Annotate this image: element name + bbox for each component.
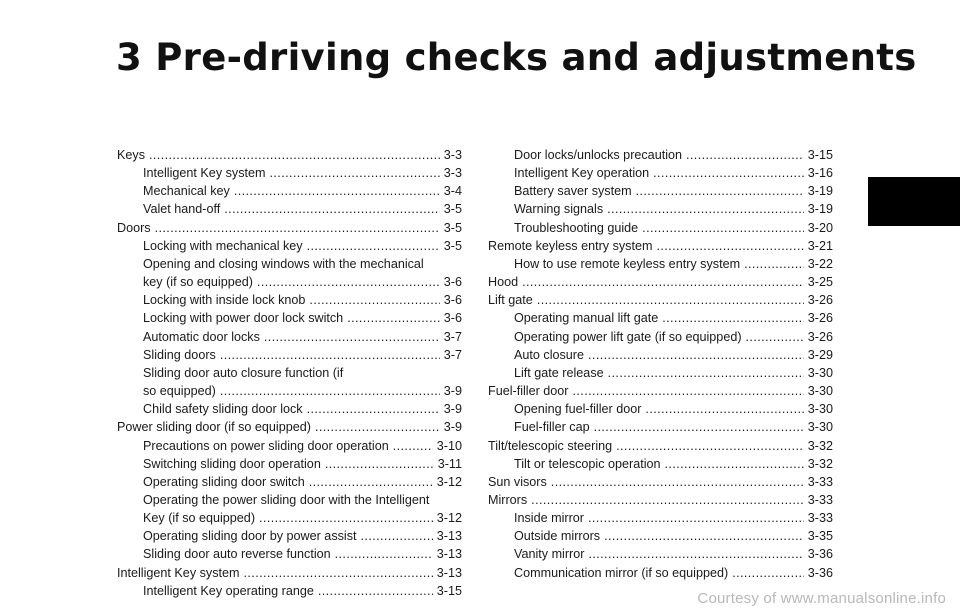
- toc-page-number: 3-26: [807, 311, 833, 326]
- toc-entry[interactable]: [488, 509, 833, 527]
- toc-entry[interactable]: [117, 328, 462, 346]
- toc-page-number: 3-10: [436, 438, 462, 453]
- toc-entry[interactable]: [117, 564, 462, 582]
- toc-dot-leader: [224, 200, 440, 218]
- toc-entry-label: Child safety sliding door lock: [143, 402, 303, 417]
- toc-dot-leader: [645, 400, 803, 418]
- toc-entry[interactable]: [488, 346, 833, 364]
- toc-dot-leader: [393, 437, 433, 455]
- toc-entry[interactable]: [488, 437, 833, 455]
- toc-entry[interactable]: [488, 291, 833, 309]
- toc-entry[interactable]: [488, 545, 833, 563]
- toc-right-column: [488, 146, 833, 582]
- toc-page-number: 3-13: [436, 547, 462, 562]
- toc-entry-label: Sliding door auto reverse function: [143, 547, 331, 562]
- toc-entry[interactable]: [117, 582, 462, 600]
- toc-dot-leader: [551, 473, 804, 491]
- toc-dot-leader: [307, 400, 440, 418]
- toc-entry[interactable]: [117, 237, 462, 255]
- toc-entry-label: Sun visors: [488, 474, 547, 489]
- toc-dot-leader: [309, 291, 439, 309]
- toc-page-number: 3-6: [443, 275, 462, 290]
- toc-dot-leader: [746, 328, 804, 346]
- toc-entry[interactable]: [117, 455, 462, 473]
- toc-dot-leader: [537, 291, 804, 309]
- toc-entry-label: Warning signals: [514, 202, 604, 217]
- toc-dot-leader: [732, 564, 804, 582]
- toc-page-number: 3-26: [807, 293, 833, 308]
- toc-entry[interactable]: [488, 400, 833, 418]
- toc-entry-label: Hood: [488, 275, 519, 290]
- toc-entry-label: Sliding doors: [143, 347, 216, 362]
- toc-page-number: 3-11: [437, 456, 462, 471]
- toc-dot-leader: [325, 455, 434, 473]
- toc-dot-leader: [662, 309, 804, 327]
- toc-dot-leader: [588, 346, 804, 364]
- toc-entry[interactable]: [488, 328, 833, 346]
- toc-dot-leader: [642, 219, 804, 237]
- toc-entry[interactable]: [488, 364, 833, 382]
- toc-dot-leader: [264, 328, 440, 346]
- toc-entry-label: Troubleshooting guide: [514, 220, 639, 235]
- toc-page-number: 3-15: [436, 583, 462, 598]
- toc-entry-label: Mechanical key: [143, 184, 230, 199]
- toc-entry[interactable]: [488, 273, 833, 291]
- toc-page-number: 3-4: [443, 184, 462, 199]
- toc-entry-label: Keys: [117, 148, 145, 162]
- toc-dot-leader: [616, 437, 804, 455]
- chapter-title: 3 Pre-driving checks and adjustments: [116, 36, 917, 79]
- toc-dot-leader: [155, 219, 440, 237]
- toc-page-number: 3-3: [443, 166, 462, 181]
- toc-entry[interactable]: [117, 437, 462, 455]
- toc-entry-label: Locking with power door lock switch: [143, 311, 344, 326]
- toc-dot-leader: [604, 527, 804, 545]
- toc-entry-label: Tilt/telescopic steering: [488, 438, 613, 453]
- toc-page-number: 3-32: [807, 438, 833, 453]
- toc-entry-label: key (if so equipped): [143, 275, 253, 290]
- toc-page-number: 3-6: [443, 311, 462, 326]
- toc-dot-leader: [257, 273, 440, 291]
- toc-entry-label: Operating power lift gate (if so equipped): [514, 329, 742, 344]
- toc-page-number: 3-13: [436, 529, 462, 544]
- toc-dot-leader: [335, 545, 433, 563]
- toc-entry[interactable]: [488, 527, 833, 545]
- toc-entry-label: so equipped): [143, 384, 216, 399]
- toc-page-number: 3-30: [807, 402, 833, 417]
- toc-entry[interactable]: [117, 346, 462, 364]
- toc-page-number: 3-26: [807, 329, 833, 344]
- toc-entry[interactable]: [488, 564, 833, 582]
- toc-entry-label: Door locks/unlocks precaution: [514, 148, 682, 162]
- toc-page-number: 3-7: [443, 347, 462, 362]
- toc-page-number: 3-5: [443, 220, 462, 235]
- toc-page-number: 3-3: [443, 148, 462, 162]
- toc-entry[interactable]: [488, 182, 833, 200]
- toc-page-number: 3-19: [807, 202, 833, 217]
- toc-page-number: 3-35: [807, 529, 833, 544]
- toc-dot-leader: [244, 564, 433, 582]
- toc-dot-leader: [653, 164, 804, 182]
- toc-entry[interactable]: [488, 146, 833, 164]
- toc-entry-label: Inside mirror: [514, 511, 584, 526]
- toc-dot-leader: [522, 273, 804, 291]
- toc-page-number: 3-30: [807, 420, 833, 435]
- toc-entry-label-line1: Sliding door auto closure function (if: [143, 365, 344, 380]
- toc-dot-leader: [608, 364, 804, 382]
- toc-entry-label-line1: Operating the power sliding door with the Intelligent: [143, 492, 430, 507]
- toc-dot-leader: [220, 346, 440, 364]
- toc-dot-leader: [307, 237, 440, 255]
- toc-page-number: 3-9: [443, 402, 462, 417]
- toc-page-number: 3-33: [807, 511, 833, 526]
- toc-dot-leader: [259, 509, 433, 527]
- toc-entry[interactable]: [117, 400, 462, 418]
- toc-entry-label: Valet hand-off: [143, 202, 221, 217]
- toc-page-number: 3-21: [807, 238, 833, 253]
- toc-entry[interactable]: [488, 164, 833, 182]
- toc-entry-label: Mirrors: [488, 492, 528, 507]
- toc-dot-leader: [573, 382, 804, 400]
- toc-entry[interactable]: [117, 527, 462, 545]
- toc-entry-label: Remote keyless entry system: [488, 238, 653, 253]
- toc-entry-label: Operating manual lift gate: [514, 311, 659, 326]
- toc-dot-leader: [309, 473, 433, 491]
- toc-entry[interactable]: [488, 255, 833, 273]
- toc-dot-leader: [531, 491, 804, 509]
- toc-entry-label: Battery saver system: [514, 184, 632, 199]
- toc-page-number: 3-6: [443, 293, 462, 308]
- toc-page-number: 3-36: [807, 565, 833, 580]
- toc-page-number: 3-30: [807, 384, 833, 399]
- toc-page-number: 3-30: [807, 365, 833, 380]
- toc-dot-leader: [686, 146, 804, 164]
- toc-entry[interactable]: [117, 291, 462, 309]
- footer-watermark: Courtesy of www.manualsonline.info: [697, 590, 946, 607]
- toc-entry-label: Communication mirror (if so equipped): [514, 565, 729, 580]
- toc-entry-label: Locking with inside lock knob: [143, 293, 306, 308]
- toc-page-number: 3-19: [807, 184, 833, 199]
- toc-entry[interactable]: [117, 219, 462, 237]
- toc-dot-leader: [347, 309, 440, 327]
- toc-entry-label: Intelligent Key operation: [514, 166, 650, 181]
- toc-page-number: 3-7: [443, 329, 462, 344]
- toc-dot-leader: [588, 545, 803, 563]
- toc-page-number: 3-5: [443, 238, 462, 253]
- toc-dot-leader: [744, 255, 804, 273]
- toc-page-number: 3-5: [443, 202, 462, 217]
- toc-entry[interactable]: [488, 237, 833, 255]
- toc-entry[interactable]: [117, 545, 462, 563]
- toc-entry[interactable]: [488, 382, 833, 400]
- toc-entry-label: Intelligent Key system: [143, 166, 266, 181]
- toc-entry[interactable]: [117, 255, 462, 291]
- toc-page-number: 3-36: [807, 547, 833, 562]
- toc-page-number: 3-22: [807, 256, 833, 271]
- toc-dot-leader: [361, 527, 433, 545]
- toc-page-number: 3-33: [807, 474, 833, 489]
- toc-entry-label: Switching sliding door operation: [143, 456, 321, 471]
- toc-dot-leader: [318, 582, 433, 600]
- toc-page-number: 3-25: [807, 275, 833, 290]
- toc-page-number: 3-20: [807, 220, 833, 235]
- toc-page-number: 3-9: [443, 420, 462, 435]
- toc-entry[interactable]: [117, 182, 462, 200]
- toc-page-number: 3-32: [807, 456, 833, 471]
- toc-entry-label-line1: Opening and closing windows with the mechanical: [143, 256, 424, 271]
- toc-dot-leader: [220, 382, 440, 400]
- toc-dot-leader: [588, 509, 804, 527]
- toc-entry[interactable]: [117, 146, 462, 164]
- toc-dot-leader: [594, 418, 804, 436]
- toc-entry-label: Locking with mechanical key: [143, 238, 303, 253]
- toc-page-number: 3-9: [443, 384, 462, 399]
- toc-dot-leader: [636, 182, 804, 200]
- toc-entry[interactable]: [117, 473, 462, 491]
- toc-entry[interactable]: [117, 200, 462, 218]
- toc-page-number: 3-15: [807, 148, 833, 162]
- toc-dot-leader: [234, 182, 440, 200]
- toc-dot-leader: [607, 200, 804, 218]
- toc-entry-label: Tilt or telescopic operation: [514, 456, 661, 471]
- toc-dot-leader: [656, 237, 803, 255]
- toc-entry-label: Opening fuel-filler door: [514, 402, 642, 417]
- toc-entry-label: How to use remote keyless entry system: [514, 256, 741, 271]
- toc-entry-label: Intelligent Key operating range: [143, 583, 314, 598]
- toc-entry-label: Auto closure: [514, 347, 585, 362]
- toc-dot-leader: [270, 164, 440, 182]
- toc-entry[interactable]: [488, 491, 833, 509]
- toc-entry[interactable]: [117, 418, 462, 436]
- toc-dot-leader: [315, 418, 440, 436]
- toc-entry-label: Outside mirrors: [514, 529, 601, 544]
- toc-entry[interactable]: [488, 473, 833, 491]
- toc-entry-label: Fuel-filler cap: [514, 420, 590, 435]
- toc-entry[interactable]: [488, 418, 833, 436]
- toc-entry-label: Fuel-filler door: [488, 384, 569, 399]
- toc-entry[interactable]: [488, 309, 833, 327]
- toc-entry[interactable]: [117, 309, 462, 327]
- toc-entry-label: Lift gate release: [514, 365, 604, 380]
- toc-dot-leader: [149, 146, 440, 164]
- toc-entry[interactable]: [117, 491, 462, 527]
- toc-left-column: [117, 146, 462, 600]
- toc-entry-label: Lift gate: [488, 293, 533, 308]
- toc-page-number: 3-16: [807, 166, 833, 181]
- toc-entry-label: Key (if so equipped): [143, 511, 256, 526]
- toc-entry-label: Vanity mirror: [514, 547, 585, 562]
- toc-page-number: 3-12: [436, 511, 462, 526]
- toc-entry[interactable]: [488, 219, 833, 237]
- toc-entry[interactable]: [488, 455, 833, 473]
- toc-entry[interactable]: [117, 164, 462, 182]
- toc-entry[interactable]: [117, 364, 462, 400]
- toc-dot-leader: [665, 455, 804, 473]
- toc-page-number: 3-29: [807, 347, 833, 362]
- toc-entry-label: Doors: [117, 220, 151, 235]
- toc-page-number: 3-13: [436, 565, 462, 580]
- toc-entry-label: Precautions on power sliding door operation: [143, 438, 389, 453]
- toc-entry-label: Automatic door locks: [143, 329, 260, 344]
- toc-entry-label: Operating sliding door by power assist: [143, 529, 357, 544]
- toc-entry[interactable]: [488, 200, 833, 218]
- toc-entry-label: Intelligent Key system: [117, 565, 240, 580]
- toc-page-number: 3-33: [807, 492, 833, 507]
- chapter-tab-marker: [868, 177, 960, 226]
- toc-entry-label: Operating sliding door switch: [143, 474, 305, 489]
- toc-page-number: 3-12: [436, 474, 462, 489]
- toc-entry-label: Power sliding door (if so equipped): [117, 420, 311, 435]
